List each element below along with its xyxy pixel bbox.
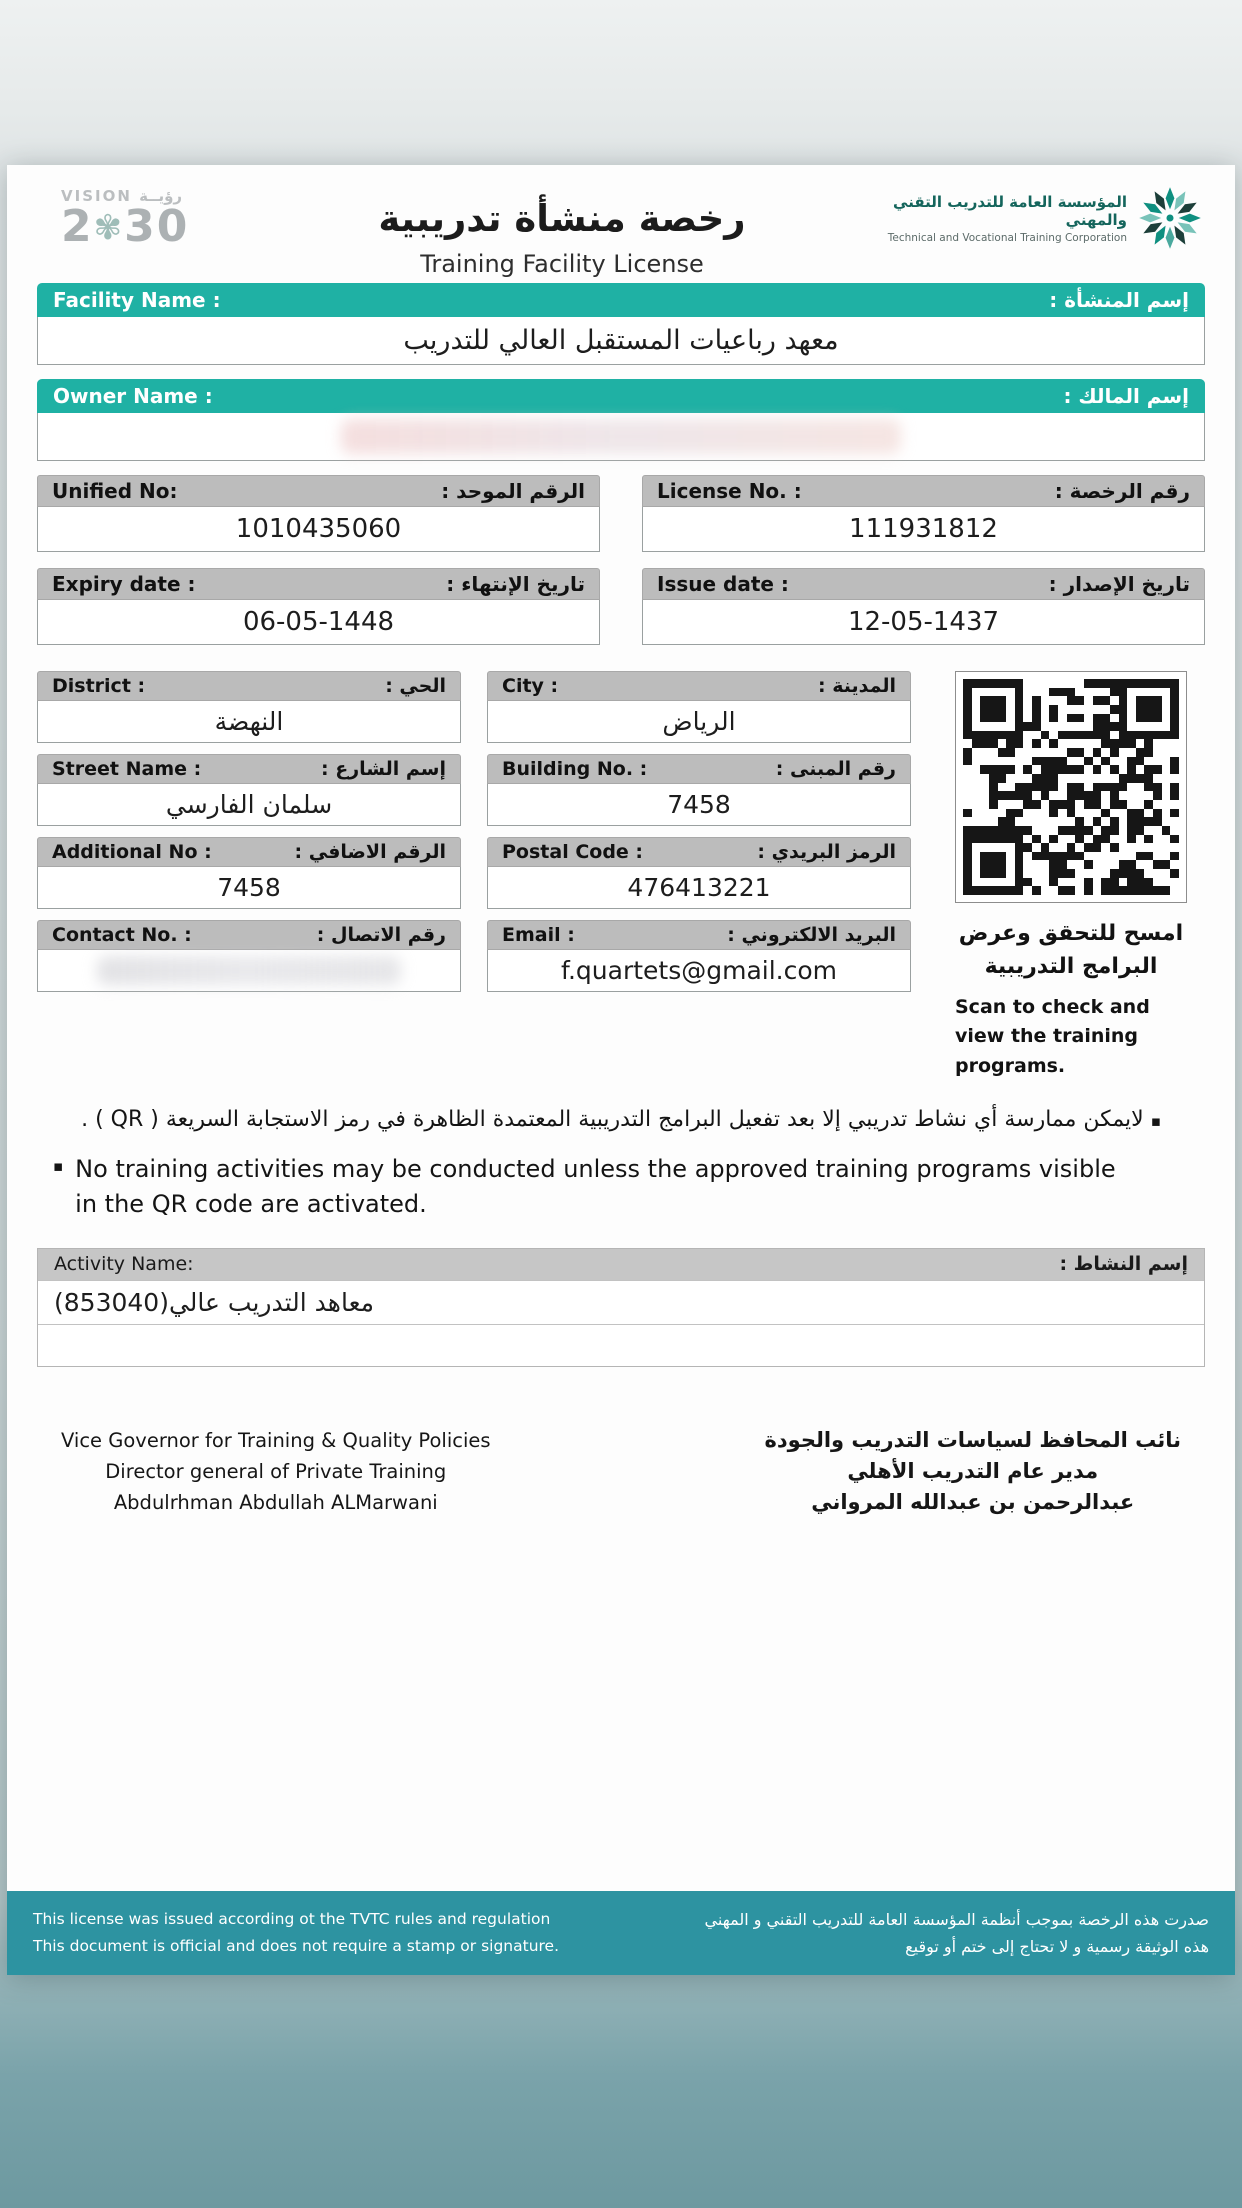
tvtc-name-english: Technical and Vocational Training Corporation	[887, 231, 1127, 244]
footer-en-line: This document is official and does not require a stamp or signature.	[33, 1937, 560, 1955]
note-english: ▪ No training activities may be conducted unless the approved training programs visible in the QR code are activated.	[37, 1152, 1205, 1222]
signature-en-line: Vice Governor for Training & Quality Policies	[61, 1428, 491, 1452]
notes-section	[37, 1103, 1205, 1222]
facility-name-header	[37, 283, 1205, 317]
signature-ar-line: نائب المحافظ لسياسات التدريب والجودة	[764, 1427, 1181, 1452]
signature-ar-line: مدير عام التدريب الأهلي	[847, 1458, 1099, 1483]
note-arabic: ▪ لايمكن ممارسة أي نشاط تدريبي إلا بعد تفعيل البرامج التدريبية المعتمدة الظاهرة في رمز الاستجابة السريعة ( QR ) .	[81, 1107, 1161, 1133]
facility-name-label-ar: إسم المنشأة :	[1049, 288, 1189, 312]
activity-header	[38, 1249, 1204, 1280]
address-section	[37, 671, 1205, 1081]
field-expiry-date	[37, 568, 600, 645]
district-label-en: District :	[52, 675, 146, 697]
postal-code-label-ar: الرمز البريدي :	[757, 841, 896, 863]
tvtc-name-arabic: المؤسسة العامة للتدريب التقني والمهني	[893, 192, 1127, 229]
field-additional-no	[37, 837, 461, 909]
expiry-date-label-en: Expiry date :	[52, 572, 196, 596]
field-unified-no	[37, 475, 600, 552]
activity-table	[37, 1248, 1205, 1367]
district-label-ar: الحي :	[385, 675, 446, 697]
footer-arabic	[705, 1906, 1209, 1960]
tvtc-starburst-icon	[1137, 185, 1203, 251]
expiry-date-label-ar: تاريخ الإنتهاء :	[446, 572, 585, 596]
email-label-ar: البريد الالكتروني :	[727, 924, 896, 946]
qr-caption-arabic: امسح للتحقق وعرض البرامج التدريبية	[958, 921, 1184, 979]
vision-logo-wordmark: VISION رؤيــة	[61, 187, 183, 205]
activity-value-row: معاهد التدريب عالي(853040)	[38, 1280, 1204, 1324]
license-no-value: 111931812	[642, 507, 1205, 552]
email-value: f.quartets@gmail.com	[487, 950, 911, 992]
street-name-value: سلمان الفارسي	[37, 784, 461, 826]
issue-date-label-en: Issue date :	[657, 572, 789, 596]
additional-no-label-ar: الرقم الاضافي :	[294, 841, 446, 863]
vision-2030-logo	[37, 179, 266, 252]
qr-code	[955, 671, 1187, 903]
additional-no-label-en: Additional No :	[52, 841, 212, 863]
footer-ar-line: هذه الوثيقة رسمية و لا تحتاج إلى ختم أو توقيع	[905, 1937, 1209, 1956]
building-no-value: 7458	[487, 784, 911, 826]
field-district	[37, 671, 461, 743]
city-label-en: City :	[502, 675, 559, 697]
field-city	[487, 671, 911, 743]
tvtc-logo	[858, 179, 1205, 251]
qr-caption-english: Scan to check and view the training programs.	[955, 996, 1150, 1077]
footer-band	[7, 1891, 1235, 1975]
unified-no-label-en: Unified No:	[52, 479, 178, 503]
field-license-no	[642, 475, 1205, 552]
email-label-en: Email :	[502, 924, 575, 946]
field-email	[487, 920, 911, 992]
address-column-right	[487, 671, 911, 1081]
field-owner-name	[37, 379, 1205, 461]
row-expiry-issue	[37, 568, 1205, 645]
title-english: Training Facility License	[420, 250, 704, 278]
facility-name-label-en: Facility Name :	[53, 288, 221, 312]
document-header	[37, 179, 1205, 279]
field-postal-code	[487, 837, 911, 909]
footer-ar-line: صدرت هذه الرخصة بموجب أنظمة المؤسسة العامة للتدريب التقني و المهني	[704, 1910, 1209, 1929]
title-arabic: رخصة منشأة تدريبية	[378, 197, 746, 240]
qr-panel	[937, 671, 1205, 1081]
license-no-label-ar: رقم الرخصة :	[1054, 479, 1190, 503]
street-name-label-en: Street Name :	[52, 758, 202, 780]
facility-name-value: معهد رباعيات المستقبل العالي للتدريب	[37, 317, 1205, 365]
license-no-label-en: License No. :	[657, 479, 802, 503]
redacted-contact-no	[97, 956, 401, 985]
unified-no-value: 1010435060	[37, 507, 600, 552]
field-facility-name	[37, 283, 1205, 365]
additional-no-value: 7458	[37, 867, 461, 909]
activity-label-en: Activity Name:	[54, 1253, 194, 1276]
bullet-icon: ▪	[53, 1157, 64, 1176]
signature-en-line: Abdulrhman Abdullah ALMarwani	[113, 1490, 438, 1514]
license-document	[7, 165, 1235, 1975]
district-value: النهضة	[37, 701, 461, 743]
signature-en-line: Director general of Private Training	[105, 1459, 447, 1483]
footer-english	[33, 1906, 559, 1960]
footer-en-line: This license was issued according ot the TVTC rules and regulation	[33, 1910, 551, 1928]
building-no-label-ar: رقم المبنى :	[775, 758, 896, 780]
postal-code-label-en: Postal Code :	[502, 841, 644, 863]
building-no-label-en: Building No. :	[502, 758, 648, 780]
tvtc-logo-text	[858, 193, 1127, 244]
field-building-no	[487, 754, 911, 826]
owner-name-label-en: Owner Name :	[53, 384, 213, 408]
field-contact-no	[37, 920, 461, 992]
contact-no-value	[37, 950, 461, 992]
city-label-ar: المدينة :	[818, 675, 896, 697]
signature-english	[61, 1425, 491, 1518]
city-value: الرياض	[487, 701, 911, 743]
signature-ar-line: عبدالرحمن بن عبدالله المرواني	[811, 1489, 1135, 1514]
address-column-left	[37, 671, 461, 1081]
field-issue-date	[642, 568, 1205, 645]
field-street-name	[37, 754, 461, 826]
signature-section	[37, 1425, 1205, 1518]
owner-name-label-ar: إسم المالك :	[1063, 384, 1189, 408]
postal-code-value: 476413221	[487, 867, 911, 909]
signature-arabic	[764, 1425, 1181, 1518]
activity-label-ar: إسم النشاط :	[1059, 1253, 1188, 1276]
row-unified-license	[37, 475, 1205, 552]
vision-flower-icon: ✾	[93, 208, 125, 248]
activity-empty-row	[38, 1324, 1204, 1366]
document-titles	[266, 179, 858, 278]
owner-name-header	[37, 379, 1205, 413]
unified-no-label-ar: الرقم الموحد :	[441, 479, 585, 503]
street-name-label-ar: إسم الشارع :	[321, 758, 446, 780]
owner-name-value	[37, 413, 1205, 461]
issue-date-label-ar: تاريخ الإصدار :	[1048, 572, 1190, 596]
contact-no-label-en: Contact No. :	[52, 924, 192, 946]
expiry-date-value: 06-05-1448	[37, 600, 600, 645]
issue-date-value: 12-05-1437	[642, 600, 1205, 645]
redacted-owner-name	[341, 419, 901, 454]
contact-no-label-ar: رقم الاتصال :	[316, 924, 446, 946]
bullet-icon: ▪	[1150, 1112, 1161, 1131]
vision-logo-year: 2✾30	[61, 201, 190, 252]
